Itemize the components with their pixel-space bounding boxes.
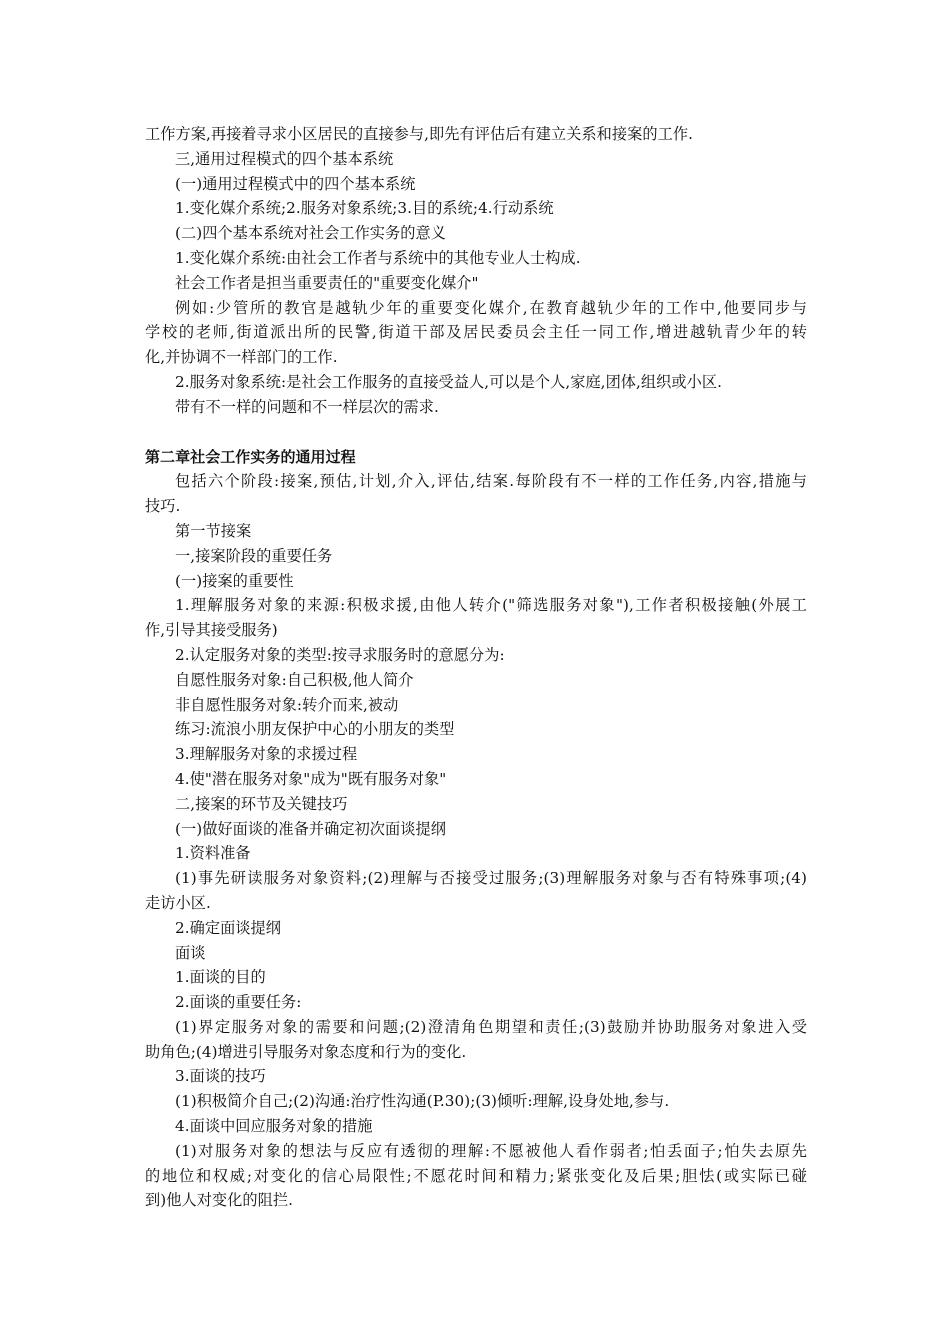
paragraph-line: 练习:流浪小朋友保护中心的小朋友的类型 xyxy=(175,720,455,739)
paragraph-line: 3.面谈的技巧 xyxy=(175,1067,266,1086)
chapter-heading: 第二章社会工作实务的通用过程 xyxy=(145,447,356,466)
document-body xyxy=(145,122,807,1213)
paragraph-line: 面谈 xyxy=(175,943,206,962)
paragraph-line: 1.资料准备 xyxy=(175,844,251,863)
paragraph-line: 1.变化媒介系统;2.服务对象系统;3.目的系统;4.行动系统 xyxy=(175,199,554,218)
paragraph-line: 带有不一样的问题和不一样层次的需求. xyxy=(175,397,439,416)
paragraph-line: 2.服务对象系统:是社会工作服务的直接受益人,可以是个人,家庭,团体,组织或小区. xyxy=(175,372,722,391)
paragraph-line: 走访小区. xyxy=(145,893,211,912)
paragraph-line: (1)界定服务对象的需要和问题;(2)澄清角色期望和责任;(3)鼓励并协助服务对象进入受 xyxy=(175,1017,807,1036)
section-title: 三,通用过程模式的四个基本系统 xyxy=(175,149,394,168)
paragraph-line: 化,并协调不一样部门的工作. xyxy=(145,348,338,367)
section-title: 一,接案阶段的重要任务 xyxy=(175,546,333,565)
paragraph-line: 技巧. xyxy=(145,497,181,516)
section-title: 第一节接案 xyxy=(175,521,252,540)
paragraph-line: 工作方案,再接着寻求小区居民的直接参与,即先有评估后有建立关系和接案的工作. xyxy=(145,125,693,143)
paragraph-line: 作,引导其接受服务) xyxy=(145,621,278,640)
paragraph-line: (1)积极简介自己;(2)沟通:治疗性沟通(P.30);(3)倾听:理解,设身处地,参与. xyxy=(175,1092,670,1111)
paragraph-line: 1.面谈的目的 xyxy=(175,968,266,987)
paragraph-line: 社会工作者是担当重要责任的"重要变化媒介" xyxy=(175,273,479,292)
paragraph-line: 4.面谈中回应服务对象的措施 xyxy=(175,1117,373,1136)
subsection-title: (二)四个基本系统对社会工作实务的意义 xyxy=(175,224,446,243)
paragraph-line: 4.使"潜在服务对象"成为"既有服务对象" xyxy=(175,769,447,788)
subsection-title: (一)接案的重要性 xyxy=(175,571,294,590)
paragraph-line: 到)他人对变化的阻拦. xyxy=(145,1191,293,1210)
paragraph-line: 1.理解服务对象的来源:积极求援,由他人转介("筛选服务对象"),工作者积极接触(外展工 xyxy=(175,596,807,615)
paragraph-line: 例如:少管所的教官是越轨少年的重要变化媒介,在教育越轨少年的工作中,他要同步与 xyxy=(175,298,807,317)
blank-line xyxy=(145,420,807,445)
paragraph-line: 2.确定面谈提纲 xyxy=(175,918,282,937)
paragraph-line: 非自愿性服务对象:转介而来,被动 xyxy=(175,695,399,714)
paragraph-line: 的地位和权威;对变化的信心局限性;不愿花时间和精力;紧张变化及后果;胆怯(或实际已碰 xyxy=(145,1166,807,1185)
paragraph-line: 助角色;(4)增进引导服务对象态度和行为的变化. xyxy=(145,1042,467,1061)
paragraph-line: 2.面谈的重要任务: xyxy=(175,993,302,1012)
paragraph-line: 2.认定服务对象的类型:按寻求服务时的意愿分为: xyxy=(175,645,505,664)
paragraph-line: 包括六个阶段:接案,预估,计划,介入,评估,结案.每阶段有不一样的工作任务,内容,措施与 xyxy=(175,472,807,491)
subsection-title: (一)通用过程模式中的四个基本系统 xyxy=(175,174,416,193)
paragraph-line: 3.理解服务对象的求援过程 xyxy=(175,745,358,764)
paragraph-line: 学校的老师,街道派出所的民警,街道干部及居民委员会主任一同工作,增进越轨青少年的转 xyxy=(145,323,807,342)
subsection-title: (一)做好面谈的准备并确定初次面谈提纲 xyxy=(175,819,446,838)
paragraph-line: 自愿性服务对象:自己积极,他人简介 xyxy=(175,670,414,689)
paragraph-line: (1)对服务对象的想法与反应有透彻的理解:不愿被他人看作弱者;怕丢面子;怕失去原先 xyxy=(175,1141,807,1160)
section-title: 二,接案的环节及关键技巧 xyxy=(175,794,348,813)
paragraph-line: (1)事先研读服务对象资料;(2)理解与否接受过服务;(3)理解服务对象与否有特殊事项;(4) xyxy=(175,869,807,888)
paragraph-line: 1.变化媒介系统:由社会工作者与系统中的其他专业人士构成. xyxy=(175,248,581,267)
